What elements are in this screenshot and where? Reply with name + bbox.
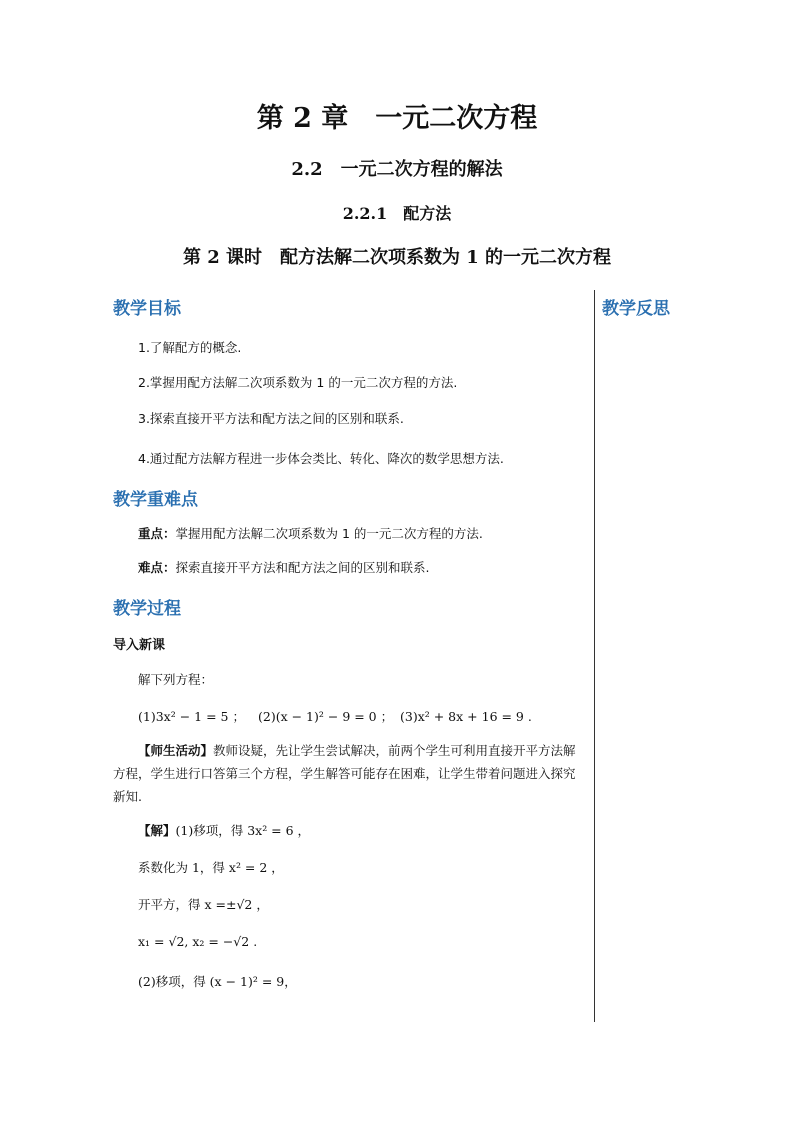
subsection-title: 2.2.1 配方法: [342, 204, 452, 223]
intro-title: 导入新课: [113, 638, 166, 653]
objective-item: 3.探索直接开平方法和配方法之间的区别和联系.: [138, 411, 404, 426]
solution-step: 系数化为 1，得 x² = 2 ，: [138, 860, 284, 875]
solution-step: 开平方，得 x =±√2 ，: [138, 897, 269, 912]
focus-line: [138, 522, 483, 545]
equation-3: (3)x² + 8x + 16 = 9 .: [400, 709, 532, 724]
objectives-heading: 教学目标: [113, 299, 181, 319]
focus-label: 重点：: [138, 526, 176, 541]
column-divider: [594, 290, 595, 1022]
difficulty-line: [138, 556, 430, 579]
section-title: 2.2 一元二次方程的解法: [291, 159, 503, 180]
focus-text: 掌握用配方法解二次项系数为 1 的一元二次方程的方法.: [175, 526, 483, 541]
solution-step: x₁ = √2, x₂ = −√2 .: [138, 934, 258, 949]
solution-label: 【解】: [138, 823, 176, 838]
solution-step: (2)移项，得 (x − 1)² = 9，: [138, 974, 297, 989]
difficulty-label: 难点：: [138, 560, 176, 575]
process-heading: 教学过程: [113, 599, 181, 619]
solution-step-text: (1)移项，得 3x² = 6 ，: [175, 823, 311, 838]
solution-step: [138, 819, 310, 842]
activity-paragraph: [113, 739, 587, 808]
objective-item: 1.了解配方的概念.: [138, 340, 242, 355]
lesson-title: 第 2 课时 配方法解二次项系数为 1 的一元二次方程: [182, 247, 612, 268]
equation-1: (1)3x² − 1 = 5 ；: [138, 709, 245, 724]
activity-label: 【师生活动】: [138, 743, 214, 758]
objective-item: 4.通过配方法解方程进一步体会类比、转化、降次的数学思想方法.: [138, 451, 504, 466]
equation-2: (2)(x − 1)² − 9 = 0 ；: [258, 709, 394, 724]
difficulty-text: 探索直接开平方法和配方法之间的区别和联系.: [175, 560, 430, 575]
key-points-heading: 教学重难点: [113, 490, 198, 510]
prompt-text: 解下列方程：: [138, 672, 214, 687]
objective-item: 2.掌握用配方法解二次项系数为 1 的一元二次方程的方法.: [138, 375, 458, 390]
activity-text: 教师设疑，先让学生尝试解决，前两个学生可利用直接开平方法解方程，学生进行口答第三个方程，学生解答可能存在困难，让学生带着问题进入探究新知.: [113, 743, 576, 804]
chapter-title: 第 2 章 一元二次方程: [256, 103, 538, 134]
reflection-heading: 教学反思: [602, 299, 670, 319]
